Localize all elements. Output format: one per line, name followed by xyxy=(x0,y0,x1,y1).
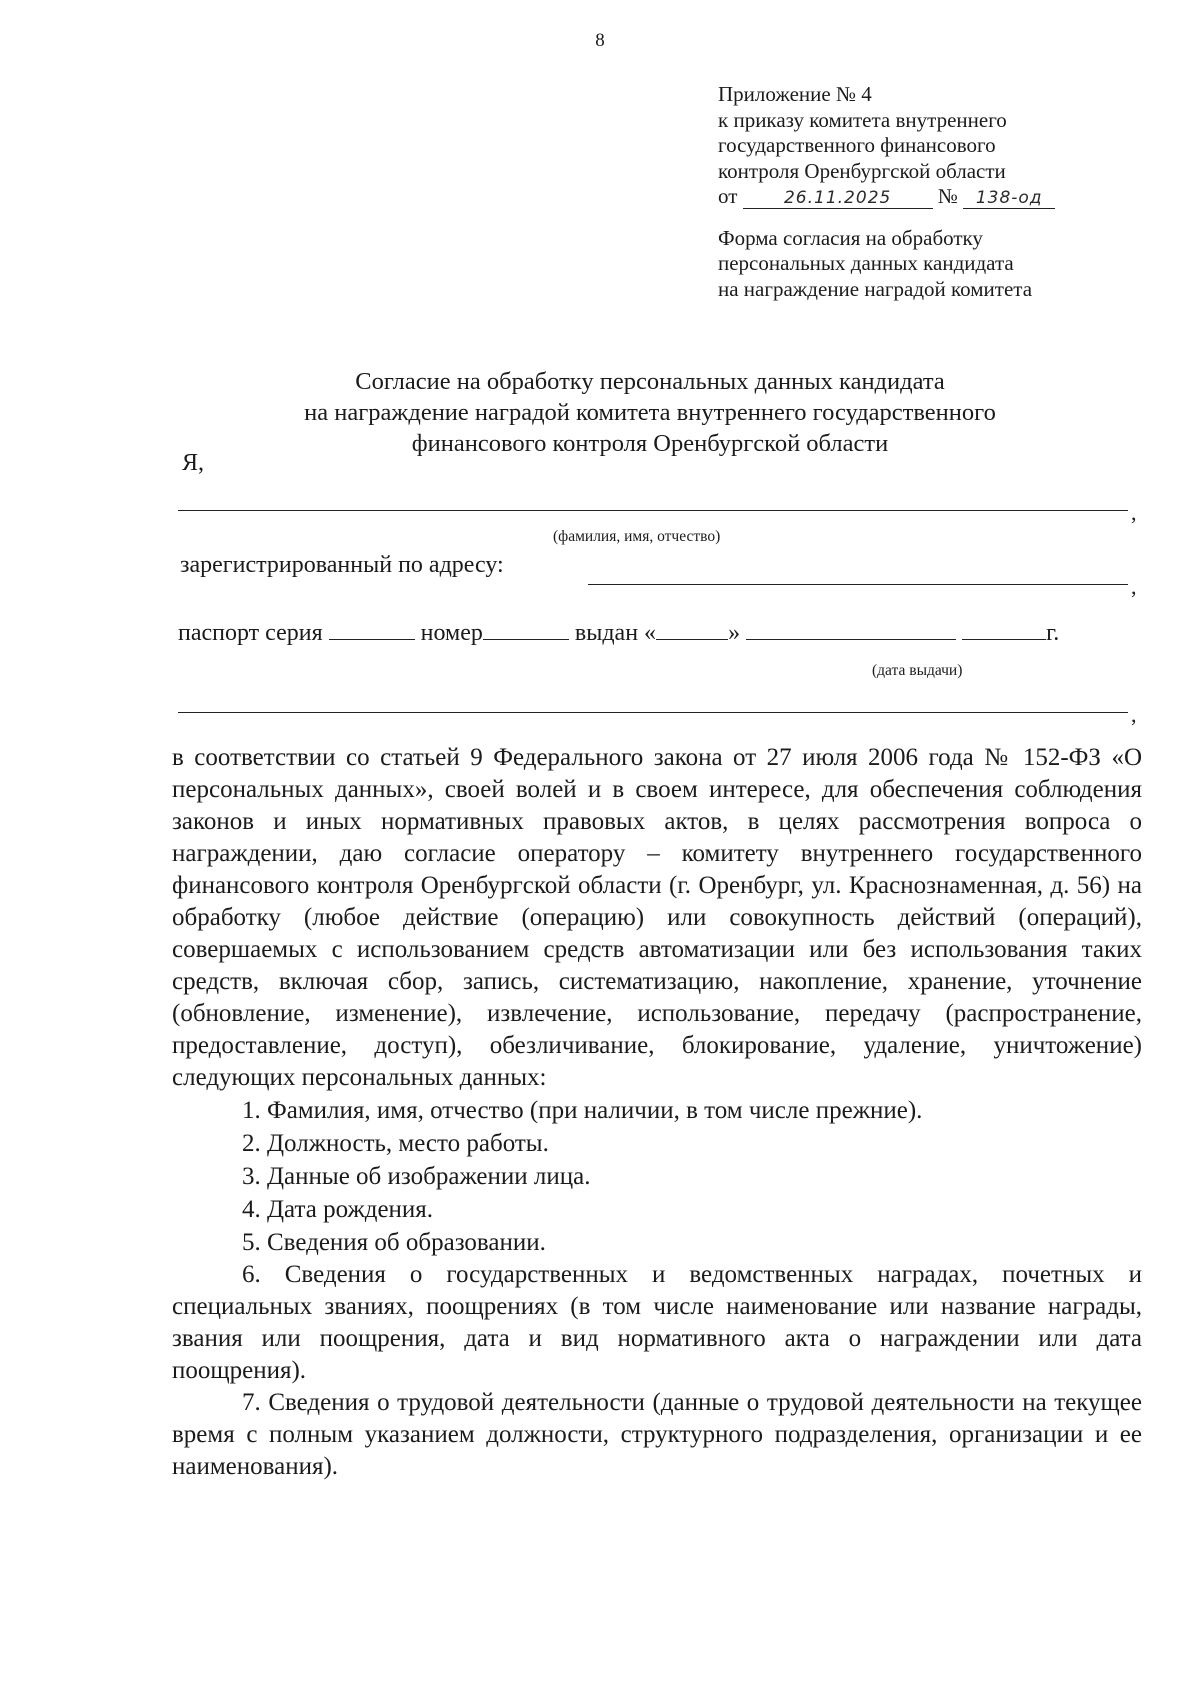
issued-label: выдан « xyxy=(574,620,657,646)
fio-caption: (фамилия, имя, отчество) xyxy=(553,528,721,545)
appendix-line-3: государственного финансового xyxy=(718,133,996,157)
passport-row xyxy=(178,620,1059,647)
title-line-2: на награждение наградой комитета внутреннего государственного xyxy=(304,399,996,426)
address-label: зарегистрированный по адресу: xyxy=(180,552,504,578)
consent-paragraph: в соответствии со статьей 9 Федерального закона от 27 июля 2006 года № 152-ФЗ «О персональных данных», своей волей и в своем интересе, для обеспечения соблюдения законов и иных нормативных правовых актов, в целях рассмотрения вопроса о награждении, даю согласие оператору – комитету внутреннего государственного финансового контроля Оренбургской области (г. Оренбург, ул. Краснознаменная, д. 56) на обработку (любое действие (операцию) или совокупность действий (операций), совершаемых с использованием средств автоматизации или без использования таких средств, включая сбор, запись, систематизацию, накопление, хранение, уточнение (обновление, изменение), извлечение, использование, передачу (распространение, предоставление, доступ), обезличивание, блокирование, удаление, уничтожение) следующих персональных данных: xyxy=(172,744,1142,1091)
list-item: 3. Данные об изображении лица. xyxy=(242,1163,591,1190)
list-item: 5. Сведения об образовании. xyxy=(242,1229,546,1256)
appendix-date-row xyxy=(718,184,1118,210)
form-caption-2: персональных данных кандидата xyxy=(718,251,1014,275)
form-caption-1: Форма согласия на обработку xyxy=(718,225,983,250)
issued-month-blank xyxy=(746,621,956,640)
passport-number-blank xyxy=(483,621,569,640)
page-number: 8 xyxy=(595,30,605,51)
document-title xyxy=(180,366,1120,459)
appendix-header xyxy=(718,82,1118,302)
address-comma: , xyxy=(1131,574,1137,599)
passport-series-blank xyxy=(329,621,415,640)
passport-number-label: номер xyxy=(420,620,483,646)
fio-comma: , xyxy=(1131,500,1137,525)
list-item-6: 6. Сведения о государственных и ведомственных наградах, почетных и специальных званиях, поощрениях (в том числе наименование или название награды, звания или поощрения, дата и вид нормативного акта о награждении или дата поощрения). xyxy=(172,1261,1142,1384)
i-label: Я, xyxy=(182,450,205,476)
issued-by-comma: , xyxy=(1131,702,1137,727)
title-line-3: финансового контроля Оренбургской области xyxy=(411,430,889,457)
appendix-line-1: Приложение № 4 xyxy=(718,82,872,106)
order-date-handwritten: 26.11.2025 xyxy=(783,188,892,208)
issued-close-quote: » xyxy=(728,620,741,646)
order-number-field xyxy=(963,186,1055,209)
issued-by-line xyxy=(178,712,1128,713)
date-prefix: от xyxy=(718,184,738,208)
issued-day-blank xyxy=(656,621,728,640)
order-date-field xyxy=(743,186,933,209)
appendix-line-2: к приказу комитета внутреннего xyxy=(718,107,1007,132)
consent-body xyxy=(172,742,1142,1483)
list-item-7: 7. Сведения о трудовой деятельности (данные о трудовой деятельности на текущее время с полным указанием должности, структурного подразделения, организации и ее наименования). xyxy=(172,1389,1142,1480)
list-item: 4. Дата рождения. xyxy=(242,1196,434,1223)
fio-line xyxy=(178,510,1128,511)
form-caption-3: на награждение наградой комитета xyxy=(718,276,1033,301)
order-number-handwritten: 138-од xyxy=(975,188,1043,208)
list-item: 2. Должность, место работы. xyxy=(242,1130,549,1157)
year-suffix: г. xyxy=(1046,620,1060,646)
issued-year-blank xyxy=(962,621,1046,640)
list-item: 1. Фамилия, имя, отчество (при наличии, в том числе прежние). xyxy=(242,1097,923,1124)
number-prefix: № xyxy=(937,184,958,208)
issue-date-caption: (дата выдачи) xyxy=(872,662,963,679)
title-line-1: Согласие на обработку персональных данных кандидата xyxy=(355,368,945,395)
passport-series-label: паспорт серия xyxy=(178,620,323,646)
address-line xyxy=(588,584,1128,585)
appendix-line-4: контроля Оренбургской области xyxy=(718,158,1006,183)
